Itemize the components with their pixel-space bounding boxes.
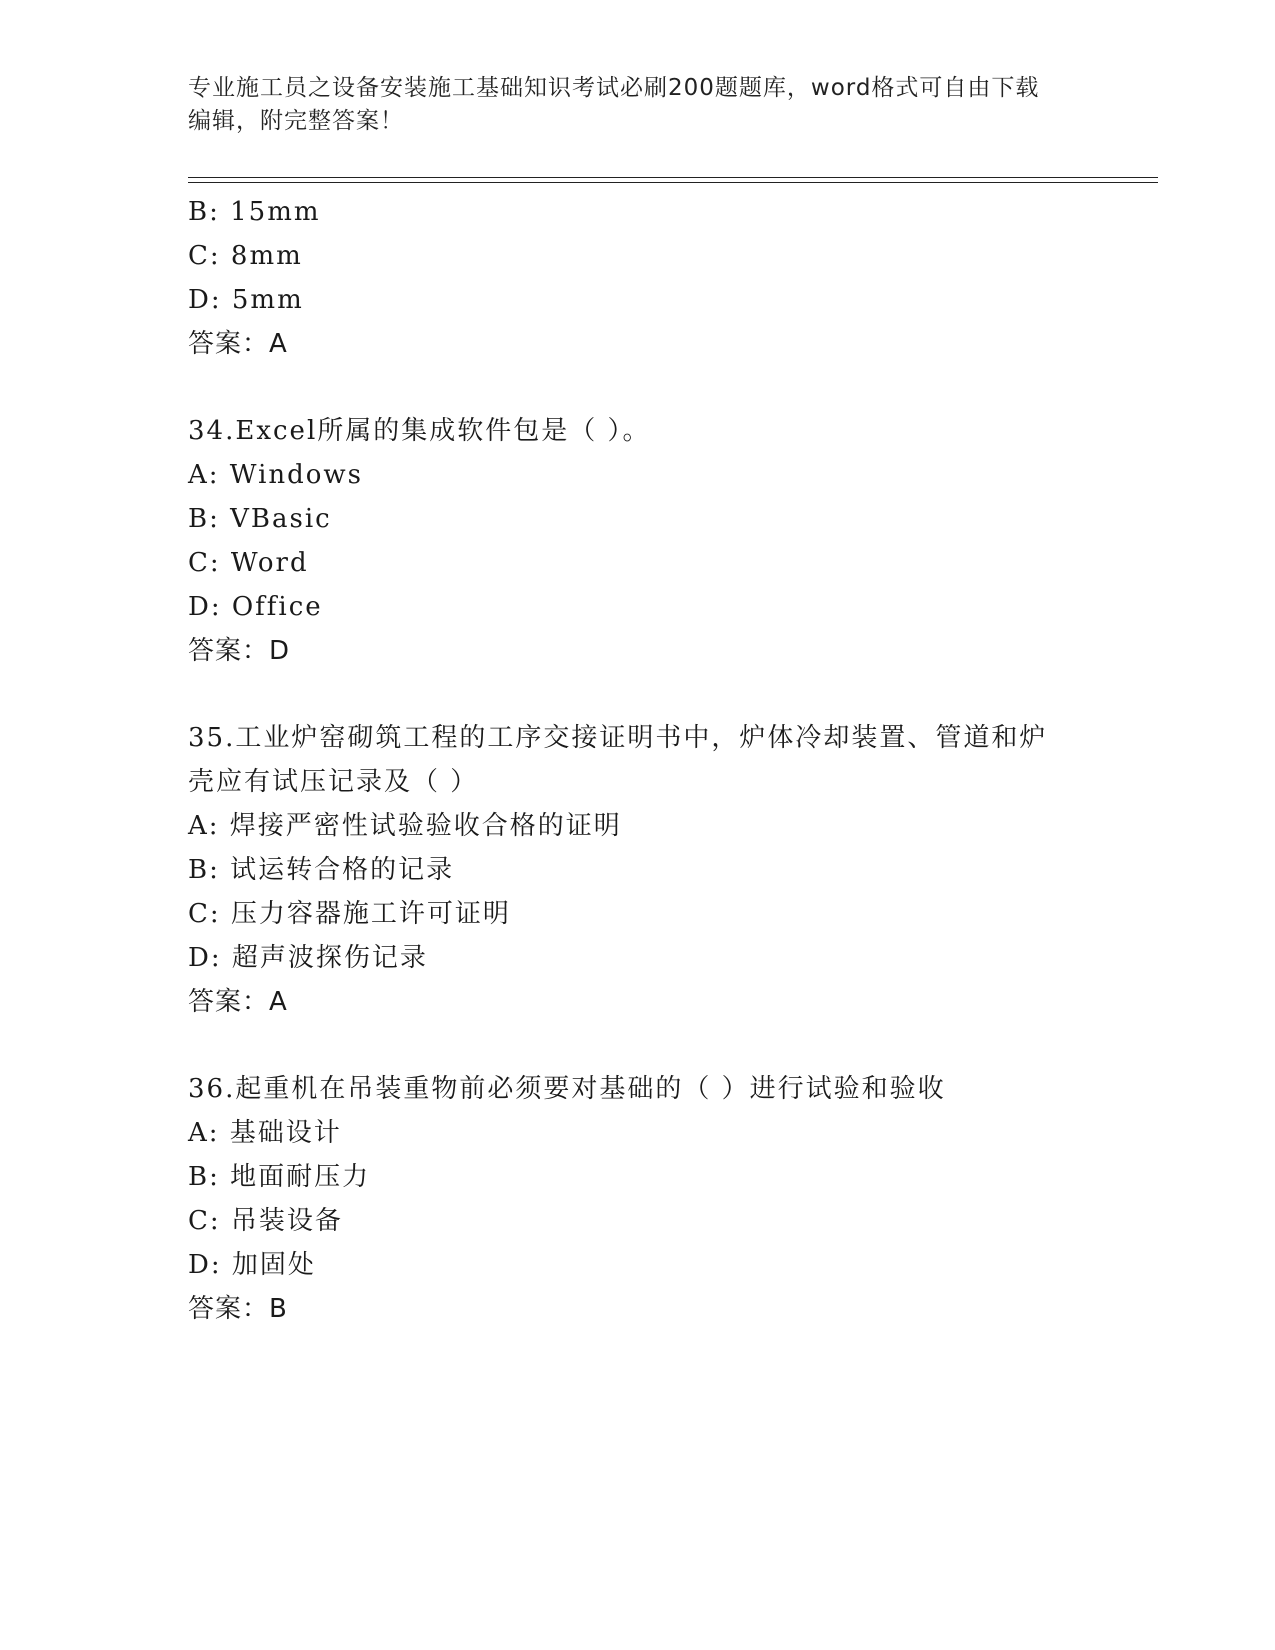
header-line-1: 专业施工员之设备安装施工基础知识考试必刷200题题库，word格式可自由下载: [188, 75, 1040, 101]
option-b: B: 15mm: [188, 197, 321, 227]
question-36: 36.起重机在吊装重物前必须要对基础的（ ）进行试验和验收: [188, 1074, 946, 1104]
document-header: [188, 72, 1088, 138]
question-35: 35.工业炉窑砌筑工程的工序交接证明书中，炉体冷却装置、管道和炉: [188, 723, 1048, 753]
option-b: B: 试运转合格的记录: [188, 855, 455, 885]
option-a: A: Windows: [188, 460, 364, 490]
option-c: C: 8mm: [188, 241, 303, 271]
option-d: D: Office: [188, 592, 323, 622]
answer: 答案：D: [188, 636, 291, 666]
option-b: B: VBasic: [188, 504, 332, 534]
option-d: D: 加固处: [188, 1250, 316, 1280]
option-a: A: 焊接严密性试验验收合格的证明: [188, 811, 622, 841]
header-line-2: 编辑，附完整答案！: [188, 108, 404, 134]
header-divider-top: [188, 177, 1158, 178]
option-c: C: Word: [188, 548, 309, 578]
option-c: C: 吊装设备: [188, 1206, 343, 1236]
answer: 答案：A: [188, 987, 288, 1017]
option-a: A: 基础设计: [188, 1118, 342, 1148]
header-divider-bottom: [188, 182, 1158, 183]
question-34: 34.Excel所属的集成软件包是（ ）。: [188, 416, 651, 446]
answer: 答案：A: [188, 329, 288, 359]
option-b: B: 地面耐压力: [188, 1162, 371, 1192]
option-d: D: 5mm: [188, 285, 304, 315]
option-d: D: 超声波探伤记录: [188, 943, 428, 973]
option-c: C: 压力容器施工许可证明: [188, 899, 511, 929]
question-35-cont: 壳应有试压记录及（ ）: [188, 767, 479, 797]
answer: 答案：B: [188, 1294, 288, 1324]
